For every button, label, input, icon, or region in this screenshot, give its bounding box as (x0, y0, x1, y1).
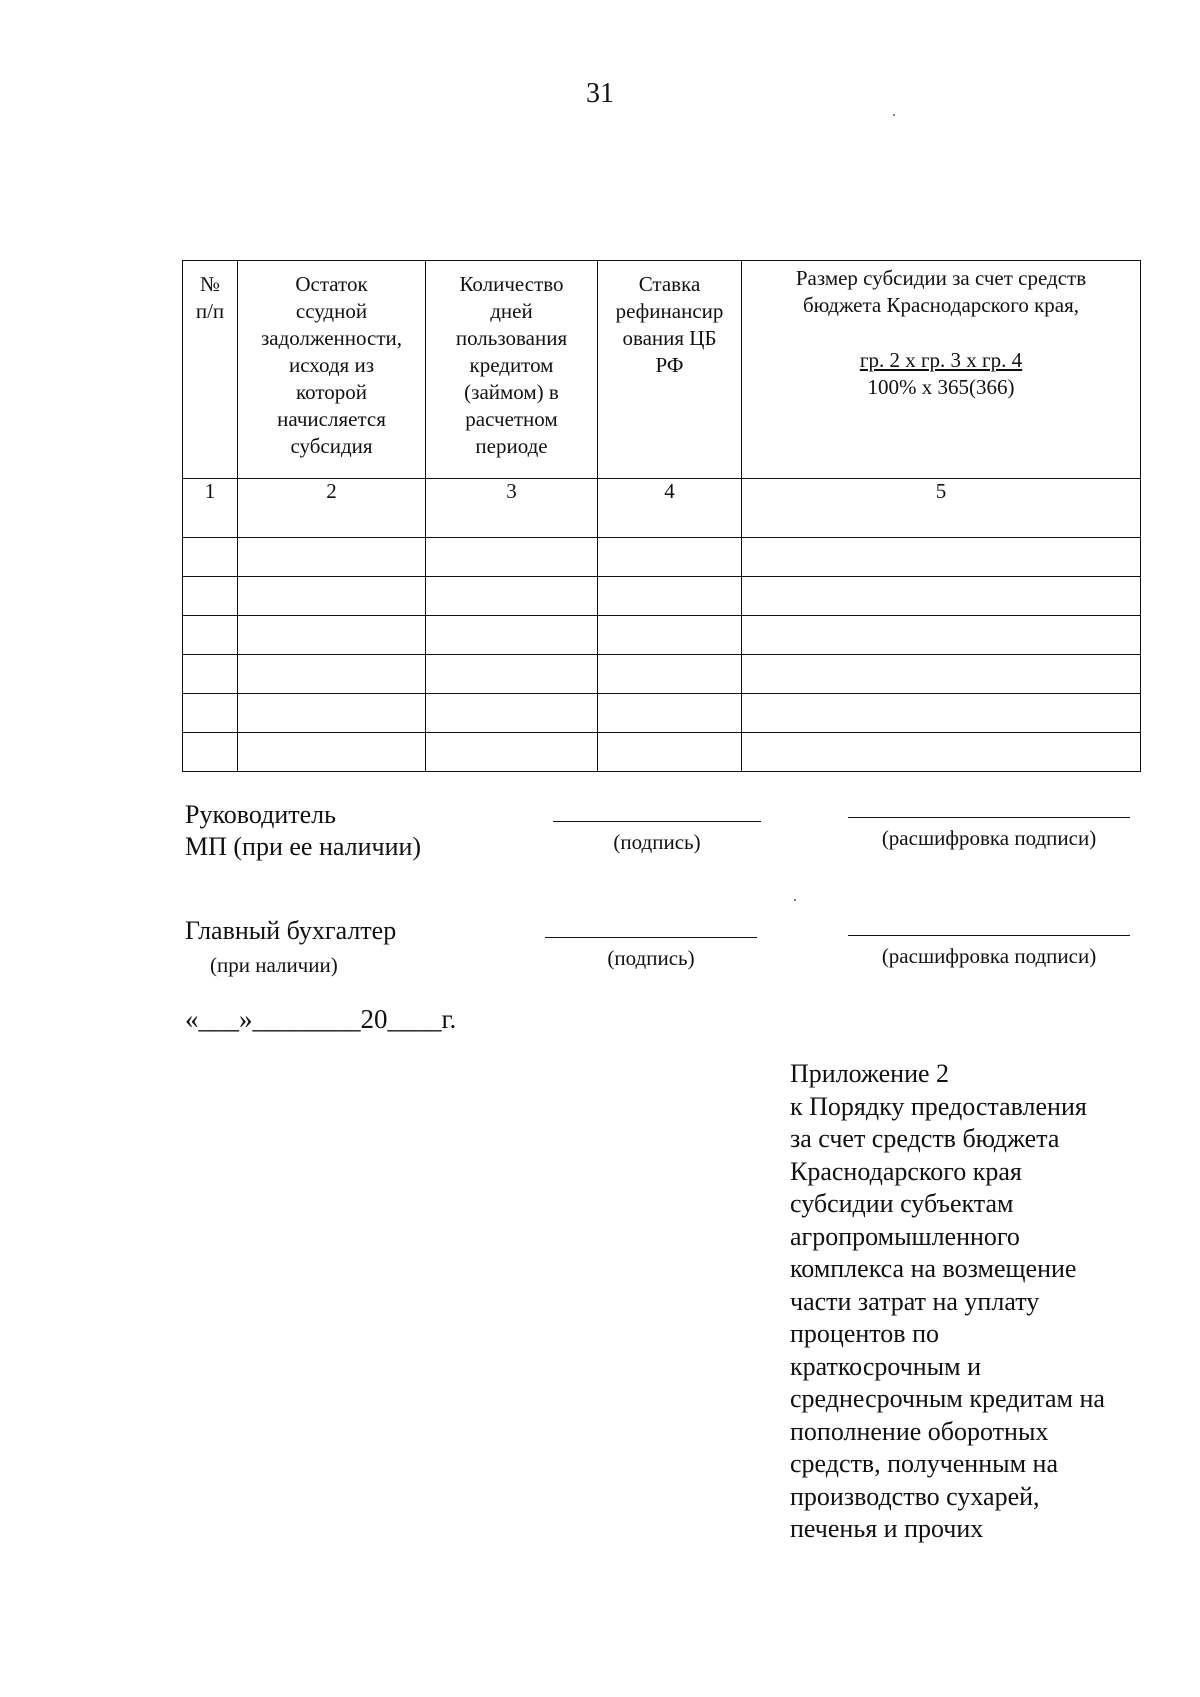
header-refinancing-rate: Ставка рефинансир ования ЦБ РФ (598, 261, 742, 479)
appendix-line: средств, полученным на (790, 1449, 1059, 1478)
accountant-signature-line[interactable] (545, 937, 757, 938)
table-cell[interactable] (598, 577, 742, 616)
head-signature-line[interactable] (553, 821, 761, 822)
accountant-signature-caption: (подпись) (607, 946, 695, 970)
table-cell[interactable] (183, 694, 238, 733)
accountant-name-caption: (расшифровка подписи) (881, 944, 1097, 968)
appendix-line: процентов по (790, 1319, 939, 1348)
table-row[interactable] (183, 577, 1141, 616)
appendix-line: Приложение 2 (790, 1059, 950, 1088)
column-number: 3 (426, 479, 598, 538)
table-cell[interactable] (742, 733, 1141, 772)
appendix-line: агропромышленного (790, 1221, 1020, 1251)
table-cell[interactable] (426, 577, 598, 616)
appendix-line: субсидии субъектам (790, 1189, 1014, 1218)
column-number: 4 (598, 479, 742, 538)
appendix-line: части затрат на уплату (790, 1286, 1040, 1316)
table-cell[interactable] (598, 655, 742, 694)
column-number: 5 (742, 479, 1141, 538)
header-loan-balance: Остаток ссудной задолженности, исходя из которой начисляется субсидия (238, 261, 426, 479)
appendix-line: среднесрочным кредитам на (790, 1384, 1105, 1413)
table-row[interactable] (183, 733, 1141, 772)
table-cell[interactable] (183, 655, 238, 694)
table-cell[interactable] (426, 655, 598, 694)
table-cell[interactable] (183, 538, 238, 577)
table-row[interactable] (183, 616, 1141, 655)
table-cell[interactable] (238, 694, 426, 733)
table-cell[interactable] (742, 616, 1141, 655)
head-label: Руководитель (185, 800, 336, 829)
appendix-line: пополнение оборотных (790, 1416, 1049, 1446)
head-name-caption: (расшифровка подписи) (881, 826, 1097, 850)
appendix-block (790, 1058, 1105, 1546)
header-days-count: Количество дней пользования кредитом (займом) в расчетном периоде (426, 261, 598, 479)
table-cell[interactable] (426, 616, 598, 655)
scan-speck (794, 899, 796, 901)
table-cell[interactable] (598, 694, 742, 733)
table-cell[interactable] (598, 538, 742, 577)
table-cell[interactable] (598, 733, 742, 772)
header-subsidy-amount: Размер субсидии за счет средств бюджета Краснодарского края, гр. 2 х гр. 3 х гр. 4 100% х 365(366) (742, 261, 1141, 479)
seal-label: МП (при ее наличии) (185, 832, 422, 861)
table-cell[interactable] (742, 694, 1141, 733)
page-number: 31 (586, 78, 614, 109)
table-cell[interactable] (238, 577, 426, 616)
table-cell[interactable] (742, 655, 1141, 694)
appendix-line: за счет средств бюджета (790, 1124, 1060, 1153)
table-cell[interactable] (238, 538, 426, 577)
formula-numerator: гр. 2 х гр. 3 х гр. 4 (859, 348, 1023, 372)
table-cell[interactable] (183, 577, 238, 616)
table-cell[interactable] (183, 616, 238, 655)
table-cell[interactable] (426, 538, 598, 577)
head-name-line[interactable] (848, 817, 1130, 818)
appendix-line: Краснодарского края (790, 1156, 1022, 1186)
subsidy-calculation-table (182, 260, 1141, 772)
column-number-row (183, 479, 1141, 538)
header-row-number: № п/п (183, 261, 238, 479)
column-number: 2 (238, 479, 426, 538)
table-cell[interactable] (183, 733, 238, 772)
table-cell[interactable] (742, 577, 1141, 616)
appendix-line: производство сухарей, (790, 1481, 1040, 1511)
accountant-label: Главный бухгалтер (185, 916, 397, 945)
accountant-note: (при наличии) (210, 953, 338, 977)
table-cell[interactable] (238, 733, 426, 772)
scan-speck (893, 114, 895, 116)
table-cell[interactable] (742, 538, 1141, 577)
table-cell[interactable] (426, 733, 598, 772)
table-cell[interactable] (426, 694, 598, 733)
table-header-row (183, 261, 1141, 479)
table-row[interactable] (183, 655, 1141, 694)
head-signature-caption: (подпись) (613, 830, 701, 854)
table-cell[interactable] (238, 616, 426, 655)
column-number: 1 (183, 479, 238, 538)
table-row[interactable] (183, 538, 1141, 577)
appendix-line: печенья и прочих (790, 1514, 984, 1543)
date-line: «___»________20____г. (185, 1004, 457, 1034)
appendix-line: комплекса на возмещение (790, 1254, 1077, 1283)
table-row[interactable] (183, 694, 1141, 733)
appendix-line: краткосрочным и (790, 1351, 982, 1381)
accountant-name-line[interactable] (848, 935, 1130, 936)
appendix-line: к Порядку предоставления (790, 1091, 1087, 1121)
table-cell[interactable] (598, 616, 742, 655)
table-cell[interactable] (238, 655, 426, 694)
formula-denominator: 100% х 365(366) (867, 375, 1015, 399)
